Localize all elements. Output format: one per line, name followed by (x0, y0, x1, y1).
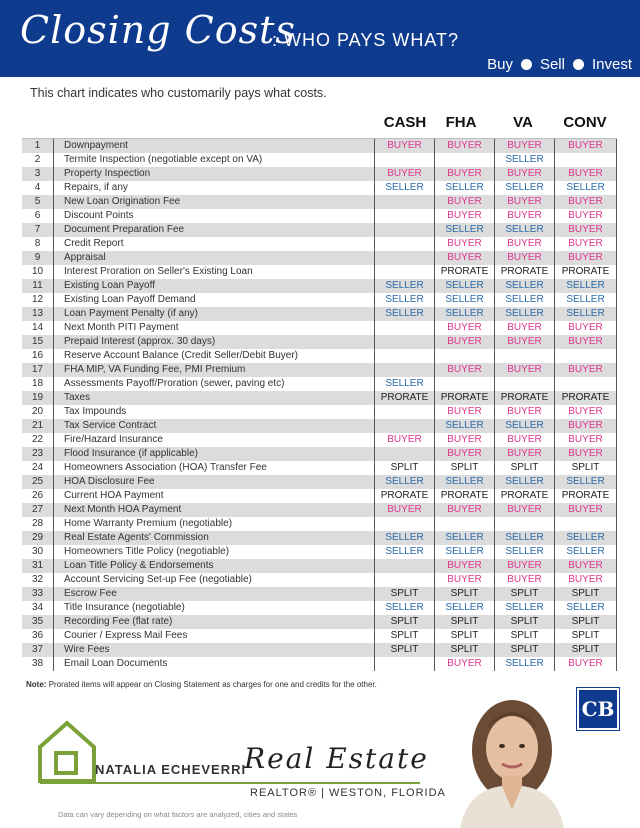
cell-conv: SELLER (554, 307, 617, 321)
costs-table (22, 138, 617, 671)
table-row (22, 391, 617, 405)
cell-conv: SPLIT (554, 615, 617, 629)
cell-fha: SPLIT (434, 615, 494, 629)
cell-cash (374, 349, 434, 363)
cell-va: BUYER (494, 559, 554, 573)
cell-fha: BUYER (434, 447, 494, 461)
cell-fha (434, 349, 494, 363)
cell-cash: SELLER (374, 279, 434, 293)
cell-fha: BUYER (434, 657, 494, 671)
cell-conv: SELLER (554, 601, 617, 615)
row-number: 32 (22, 573, 54, 587)
bullet-icon (573, 59, 584, 70)
cell-fha: SELLER (434, 307, 494, 321)
cell-va: SELLER (494, 657, 554, 671)
real-estate-script: Real Estate (244, 742, 429, 775)
row-item: New Loan Origination Fee (64, 196, 181, 207)
cell-va: BUYER (494, 573, 554, 587)
row-item: Title Insurance (negotiable) (64, 602, 185, 613)
table-row (22, 153, 617, 167)
row-item: Appraisal (64, 252, 106, 263)
row-item: Prepaid Interest (approx. 30 days) (64, 336, 216, 347)
cell-cash: SELLER (374, 377, 434, 391)
cell-cash (374, 517, 434, 531)
cell-fha: BUYER (434, 559, 494, 573)
table-row (22, 279, 617, 293)
row-number: 17 (22, 363, 54, 377)
cell-cash (374, 153, 434, 167)
row-number: 5 (22, 195, 54, 209)
table-row (22, 349, 617, 363)
cell-fha: SELLER (434, 531, 494, 545)
cell-va: SPLIT (494, 461, 554, 475)
cell-conv: PRORATE (554, 265, 617, 279)
cell-fha: SPLIT (434, 643, 494, 657)
row-number: 26 (22, 489, 54, 503)
cell-cash (374, 321, 434, 335)
row-number: 31 (22, 559, 54, 573)
table-row (22, 587, 617, 601)
cell-conv: SPLIT (554, 587, 617, 601)
table-row (22, 293, 617, 307)
table-row (22, 307, 617, 321)
row-number: 3 (22, 167, 54, 181)
cell-cash: SELLER (374, 601, 434, 615)
note-text: Prorated items will appear on Closing Statement as charges for one and credits for the other. (48, 680, 377, 689)
cell-fha (434, 517, 494, 531)
row-item: Loan Title Policy & Endorsements (64, 560, 214, 571)
cell-fha: SELLER (434, 475, 494, 489)
cell-fha: BUYER (434, 503, 494, 517)
cell-cash (374, 405, 434, 419)
cell-conv (554, 517, 617, 531)
cell-va (494, 517, 554, 531)
row-item: Discount Points (64, 210, 134, 221)
table-row (22, 265, 617, 279)
realtor-location: REALTOR® | WESTON, FLORIDA (250, 787, 446, 799)
row-number: 35 (22, 615, 54, 629)
cell-conv: SELLER (554, 531, 617, 545)
cell-conv: BUYER (554, 139, 617, 153)
cell-fha: PRORATE (434, 391, 494, 405)
table-row (22, 643, 617, 657)
row-item: Taxes (64, 392, 91, 403)
cell-fha: SELLER (434, 545, 494, 559)
row-number: 29 (22, 531, 54, 545)
cell-conv: BUYER (554, 335, 617, 349)
cell-fha: BUYER (434, 433, 494, 447)
row-item: Wire Fees (64, 644, 110, 655)
cell-fha: SELLER (434, 601, 494, 615)
coldwell-banker-logo: CB (577, 688, 619, 730)
row-item: Document Preparation Fee (64, 224, 185, 235)
column-header-conv: CONV (563, 114, 607, 131)
row-number: 18 (22, 377, 54, 391)
row-number: 14 (22, 321, 54, 335)
cell-conv: SPLIT (554, 629, 617, 643)
cell-va: SELLER (494, 307, 554, 321)
cell-cash: SPLIT (374, 629, 434, 643)
cell-cash (374, 223, 434, 237)
row-number: 27 (22, 503, 54, 517)
cell-conv (554, 153, 617, 167)
cell-va: BUYER (494, 363, 554, 377)
cell-cash: SELLER (374, 475, 434, 489)
cell-cash: BUYER (374, 139, 434, 153)
cell-va: PRORATE (494, 391, 554, 405)
row-item: Recording Fee (flat rate) (64, 616, 173, 627)
row-number: 16 (22, 349, 54, 363)
cell-va: BUYER (494, 321, 554, 335)
bullet-icon (521, 59, 532, 70)
cell-conv: BUYER (554, 223, 617, 237)
row-item: Flood Insurance (if applicable) (64, 448, 198, 459)
legend (487, 56, 632, 73)
cell-fha: BUYER (434, 405, 494, 419)
cell-cash (374, 447, 434, 461)
cell-va: SELLER (494, 181, 554, 195)
cell-cash (374, 559, 434, 573)
cell-fha: SELLER (434, 293, 494, 307)
row-item: Tax Impounds (64, 406, 127, 417)
cell-cash: SPLIT (374, 643, 434, 657)
cell-fha: PRORATE (434, 265, 494, 279)
row-number: 24 (22, 461, 54, 475)
cell-va: SELLER (494, 475, 554, 489)
table-row (22, 195, 617, 209)
row-number: 20 (22, 405, 54, 419)
cell-va: BUYER (494, 405, 554, 419)
table-row (22, 167, 617, 181)
cell-conv: SELLER (554, 279, 617, 293)
table-row (22, 377, 617, 391)
row-number: 22 (22, 433, 54, 447)
cell-va: SPLIT (494, 587, 554, 601)
row-number: 15 (22, 335, 54, 349)
table-row (22, 545, 617, 559)
cell-fha: SELLER (434, 181, 494, 195)
cell-fha (434, 153, 494, 167)
row-number: 33 (22, 587, 54, 601)
row-number: 23 (22, 447, 54, 461)
table-row (22, 433, 617, 447)
cell-conv: BUYER (554, 573, 617, 587)
table-row (22, 559, 617, 573)
row-number: 6 (22, 209, 54, 223)
table-row (22, 251, 617, 265)
cell-va: SELLER (494, 223, 554, 237)
cell-va: SELLER (494, 601, 554, 615)
cell-cash: BUYER (374, 433, 434, 447)
row-number: 1 (22, 139, 54, 153)
row-number: 8 (22, 237, 54, 251)
row-number: 7 (22, 223, 54, 237)
cell-va: BUYER (494, 237, 554, 251)
cell-conv: BUYER (554, 447, 617, 461)
table-row (22, 489, 617, 503)
row-item: Loan Payment Penalty (if any) (64, 308, 198, 319)
cell-va (494, 349, 554, 363)
row-item: Existing Loan Payoff Demand (64, 294, 196, 305)
row-item: Interest Proration on Seller's Existing Loan (64, 266, 253, 277)
column-header-fha: FHA (445, 114, 477, 131)
cell-cash (374, 363, 434, 377)
cell-va: SELLER (494, 531, 554, 545)
row-number: 30 (22, 545, 54, 559)
cell-fha: BUYER (434, 237, 494, 251)
row-number: 11 (22, 279, 54, 293)
row-item: Courier / Express Mail Fees (64, 630, 188, 641)
row-number: 2 (22, 153, 54, 167)
cell-fha: BUYER (434, 167, 494, 181)
row-item: Tax Service Contract (64, 420, 157, 431)
cell-fha: BUYER (434, 363, 494, 377)
cell-fha: BUYER (434, 195, 494, 209)
cell-conv: SELLER (554, 293, 617, 307)
table-row (22, 447, 617, 461)
row-number: 28 (22, 517, 54, 531)
cell-cash (374, 209, 434, 223)
cell-cash: SELLER (374, 181, 434, 195)
cell-cash (374, 265, 434, 279)
row-number: 21 (22, 419, 54, 433)
title-script: Closing Costs (20, 8, 296, 52)
cell-conv: BUYER (554, 167, 617, 181)
table-row (22, 531, 617, 545)
cell-cash (374, 251, 434, 265)
row-item: Email Loan Documents (64, 658, 168, 669)
cell-fha: SELLER (434, 223, 494, 237)
cell-fha: SELLER (434, 279, 494, 293)
row-item: Reserve Account Balance (Credit Seller/Debit Buyer) (64, 350, 298, 361)
row-item: Existing Loan Payoff (64, 280, 155, 291)
cell-conv (554, 349, 617, 363)
row-number: 9 (22, 251, 54, 265)
cell-conv: SPLIT (554, 643, 617, 657)
row-number: 34 (22, 601, 54, 615)
cell-va: BUYER (494, 167, 554, 181)
row-item: Homeowners Title Policy (negotiable) (64, 546, 230, 557)
cell-cash: SPLIT (374, 615, 434, 629)
footer-divider (40, 782, 420, 784)
cell-va: BUYER (494, 209, 554, 223)
cell-cash: SELLER (374, 531, 434, 545)
row-item: Homeowners Association (HOA) Transfer Fee (64, 462, 267, 473)
cell-cash (374, 573, 434, 587)
row-number: 36 (22, 629, 54, 643)
cell-fha (434, 377, 494, 391)
note (26, 680, 377, 689)
row-item: Account Servicing Set-up Fee (negotiable) (64, 574, 252, 585)
table-row (22, 461, 617, 475)
cell-conv: BUYER (554, 237, 617, 251)
cell-va: BUYER (494, 195, 554, 209)
table-row (22, 475, 617, 489)
table-row (22, 629, 617, 643)
table-row (22, 503, 617, 517)
table-row (22, 615, 617, 629)
cell-va: SPLIT (494, 643, 554, 657)
table-row (22, 601, 617, 615)
cell-cash (374, 237, 434, 251)
cell-conv (554, 377, 617, 391)
cell-fha: SPLIT (434, 461, 494, 475)
cell-cash: SELLER (374, 307, 434, 321)
disclaimer: Data can vary depending on what factors are analyzed, cities and states (58, 810, 298, 819)
cell-conv: SELLER (554, 181, 617, 195)
cell-conv: PRORATE (554, 391, 617, 405)
row-item: Current HOA Payment (64, 490, 164, 501)
cell-fha: BUYER (434, 139, 494, 153)
cell-cash: BUYER (374, 167, 434, 181)
table-row (22, 237, 617, 251)
row-item: Home Warranty Premium (negotiable) (64, 518, 233, 529)
cell-conv: SELLER (554, 545, 617, 559)
row-number: 13 (22, 307, 54, 321)
cell-conv: BUYER (554, 433, 617, 447)
cell-cash (374, 419, 434, 433)
cell-va: BUYER (494, 447, 554, 461)
cell-cash (374, 657, 434, 671)
table-row (22, 657, 617, 671)
table-row (22, 419, 617, 433)
cell-cash (374, 195, 434, 209)
cell-va: SELLER (494, 279, 554, 293)
row-item: Real Estate Agents' Commission (64, 532, 209, 543)
row-item: Repairs, if any (64, 182, 128, 193)
cell-conv: BUYER (554, 419, 617, 433)
cell-va: SPLIT (494, 629, 554, 643)
table-row (22, 321, 617, 335)
cell-conv: BUYER (554, 321, 617, 335)
cell-va: SELLER (494, 293, 554, 307)
title-subtitle: : WHO PAYS WHAT? (272, 30, 460, 50)
cell-conv: PRORATE (554, 489, 617, 503)
cell-cash: PRORATE (374, 391, 434, 405)
cell-cash: PRORATE (374, 489, 434, 503)
row-number: 4 (22, 181, 54, 195)
cell-fha: BUYER (434, 335, 494, 349)
row-number: 37 (22, 643, 54, 657)
cell-cash: SPLIT (374, 461, 434, 475)
cell-conv: BUYER (554, 195, 617, 209)
row-number: 19 (22, 391, 54, 405)
cell-fha: BUYER (434, 209, 494, 223)
cell-va: BUYER (494, 503, 554, 517)
cell-fha: BUYER (434, 251, 494, 265)
cell-conv: BUYER (554, 405, 617, 419)
header-banner (0, 0, 640, 77)
cell-cash (374, 335, 434, 349)
row-item: FHA MIP, VA Funding Fee, PMI Premium (64, 364, 246, 375)
table-row (22, 517, 617, 531)
row-number: 12 (22, 293, 54, 307)
row-item: Downpayment (64, 140, 128, 151)
cell-cash: BUYER (374, 503, 434, 517)
table-row (22, 335, 617, 349)
cell-va: SPLIT (494, 615, 554, 629)
cell-fha: SPLIT (434, 587, 494, 601)
cell-va: BUYER (494, 433, 554, 447)
row-item: Next Month HOA Payment (64, 504, 182, 515)
row-item: Property Inspection (64, 168, 151, 179)
row-item: Credit Report (64, 238, 124, 249)
table-row (22, 223, 617, 237)
note-label: Note: (26, 680, 47, 689)
legend-buy: Buy (487, 56, 513, 73)
cell-conv: BUYER (554, 209, 617, 223)
row-number: 10 (22, 265, 54, 279)
house-logo-icon (37, 719, 97, 783)
cell-va: PRORATE (494, 489, 554, 503)
row-number: 38 (22, 657, 54, 671)
table-row (22, 573, 617, 587)
cell-va: SELLER (494, 153, 554, 167)
cell-va: SELLER (494, 419, 554, 433)
cell-fha: PRORATE (434, 489, 494, 503)
cell-cash: SPLIT (374, 587, 434, 601)
table-row (22, 209, 617, 223)
legend-invest: Invest (591, 56, 632, 73)
table-row (22, 181, 617, 195)
table-row (22, 139, 617, 153)
row-item: Termite Inspection (negotiable except on VA) (64, 154, 263, 165)
cell-va: SELLER (494, 545, 554, 559)
cell-conv: BUYER (554, 363, 617, 377)
agent-portrait (440, 690, 580, 828)
row-item: Escrow Fee (64, 588, 117, 599)
cell-conv: BUYER (554, 657, 617, 671)
cell-va: BUYER (494, 335, 554, 349)
row-item: HOA Disclosure Fee (64, 476, 155, 487)
cell-va: PRORATE (494, 265, 554, 279)
cell-fha: BUYER (434, 573, 494, 587)
legend-sell: Sell (539, 56, 565, 73)
cell-conv: BUYER (554, 251, 617, 265)
row-number: 25 (22, 475, 54, 489)
agent-name: NATALIA ECHEVERRI (95, 762, 247, 777)
column-header-va: VA (513, 114, 533, 131)
cell-fha: SELLER (434, 419, 494, 433)
intro-text: This chart indicates who customarily pays what costs. (30, 86, 327, 100)
cell-conv: BUYER (554, 559, 617, 573)
cell-conv: SPLIT (554, 461, 617, 475)
cell-va: BUYER (494, 251, 554, 265)
row-item: Next Month PITI Payment (64, 322, 179, 333)
cell-cash: SELLER (374, 293, 434, 307)
cell-fha: SPLIT (434, 629, 494, 643)
column-header-cash: CASH (383, 114, 427, 131)
table-row (22, 363, 617, 377)
row-item: Assessments Payoff/Proration (sewer, paving etc) (64, 378, 285, 389)
cell-fha: BUYER (434, 321, 494, 335)
row-item: Fire/Hazard Insurance (64, 434, 163, 445)
table-row (22, 405, 617, 419)
cell-va: BUYER (494, 139, 554, 153)
cell-va (494, 377, 554, 391)
cell-conv: BUYER (554, 503, 617, 517)
cell-conv: SELLER (554, 475, 617, 489)
cell-cash: SELLER (374, 545, 434, 559)
